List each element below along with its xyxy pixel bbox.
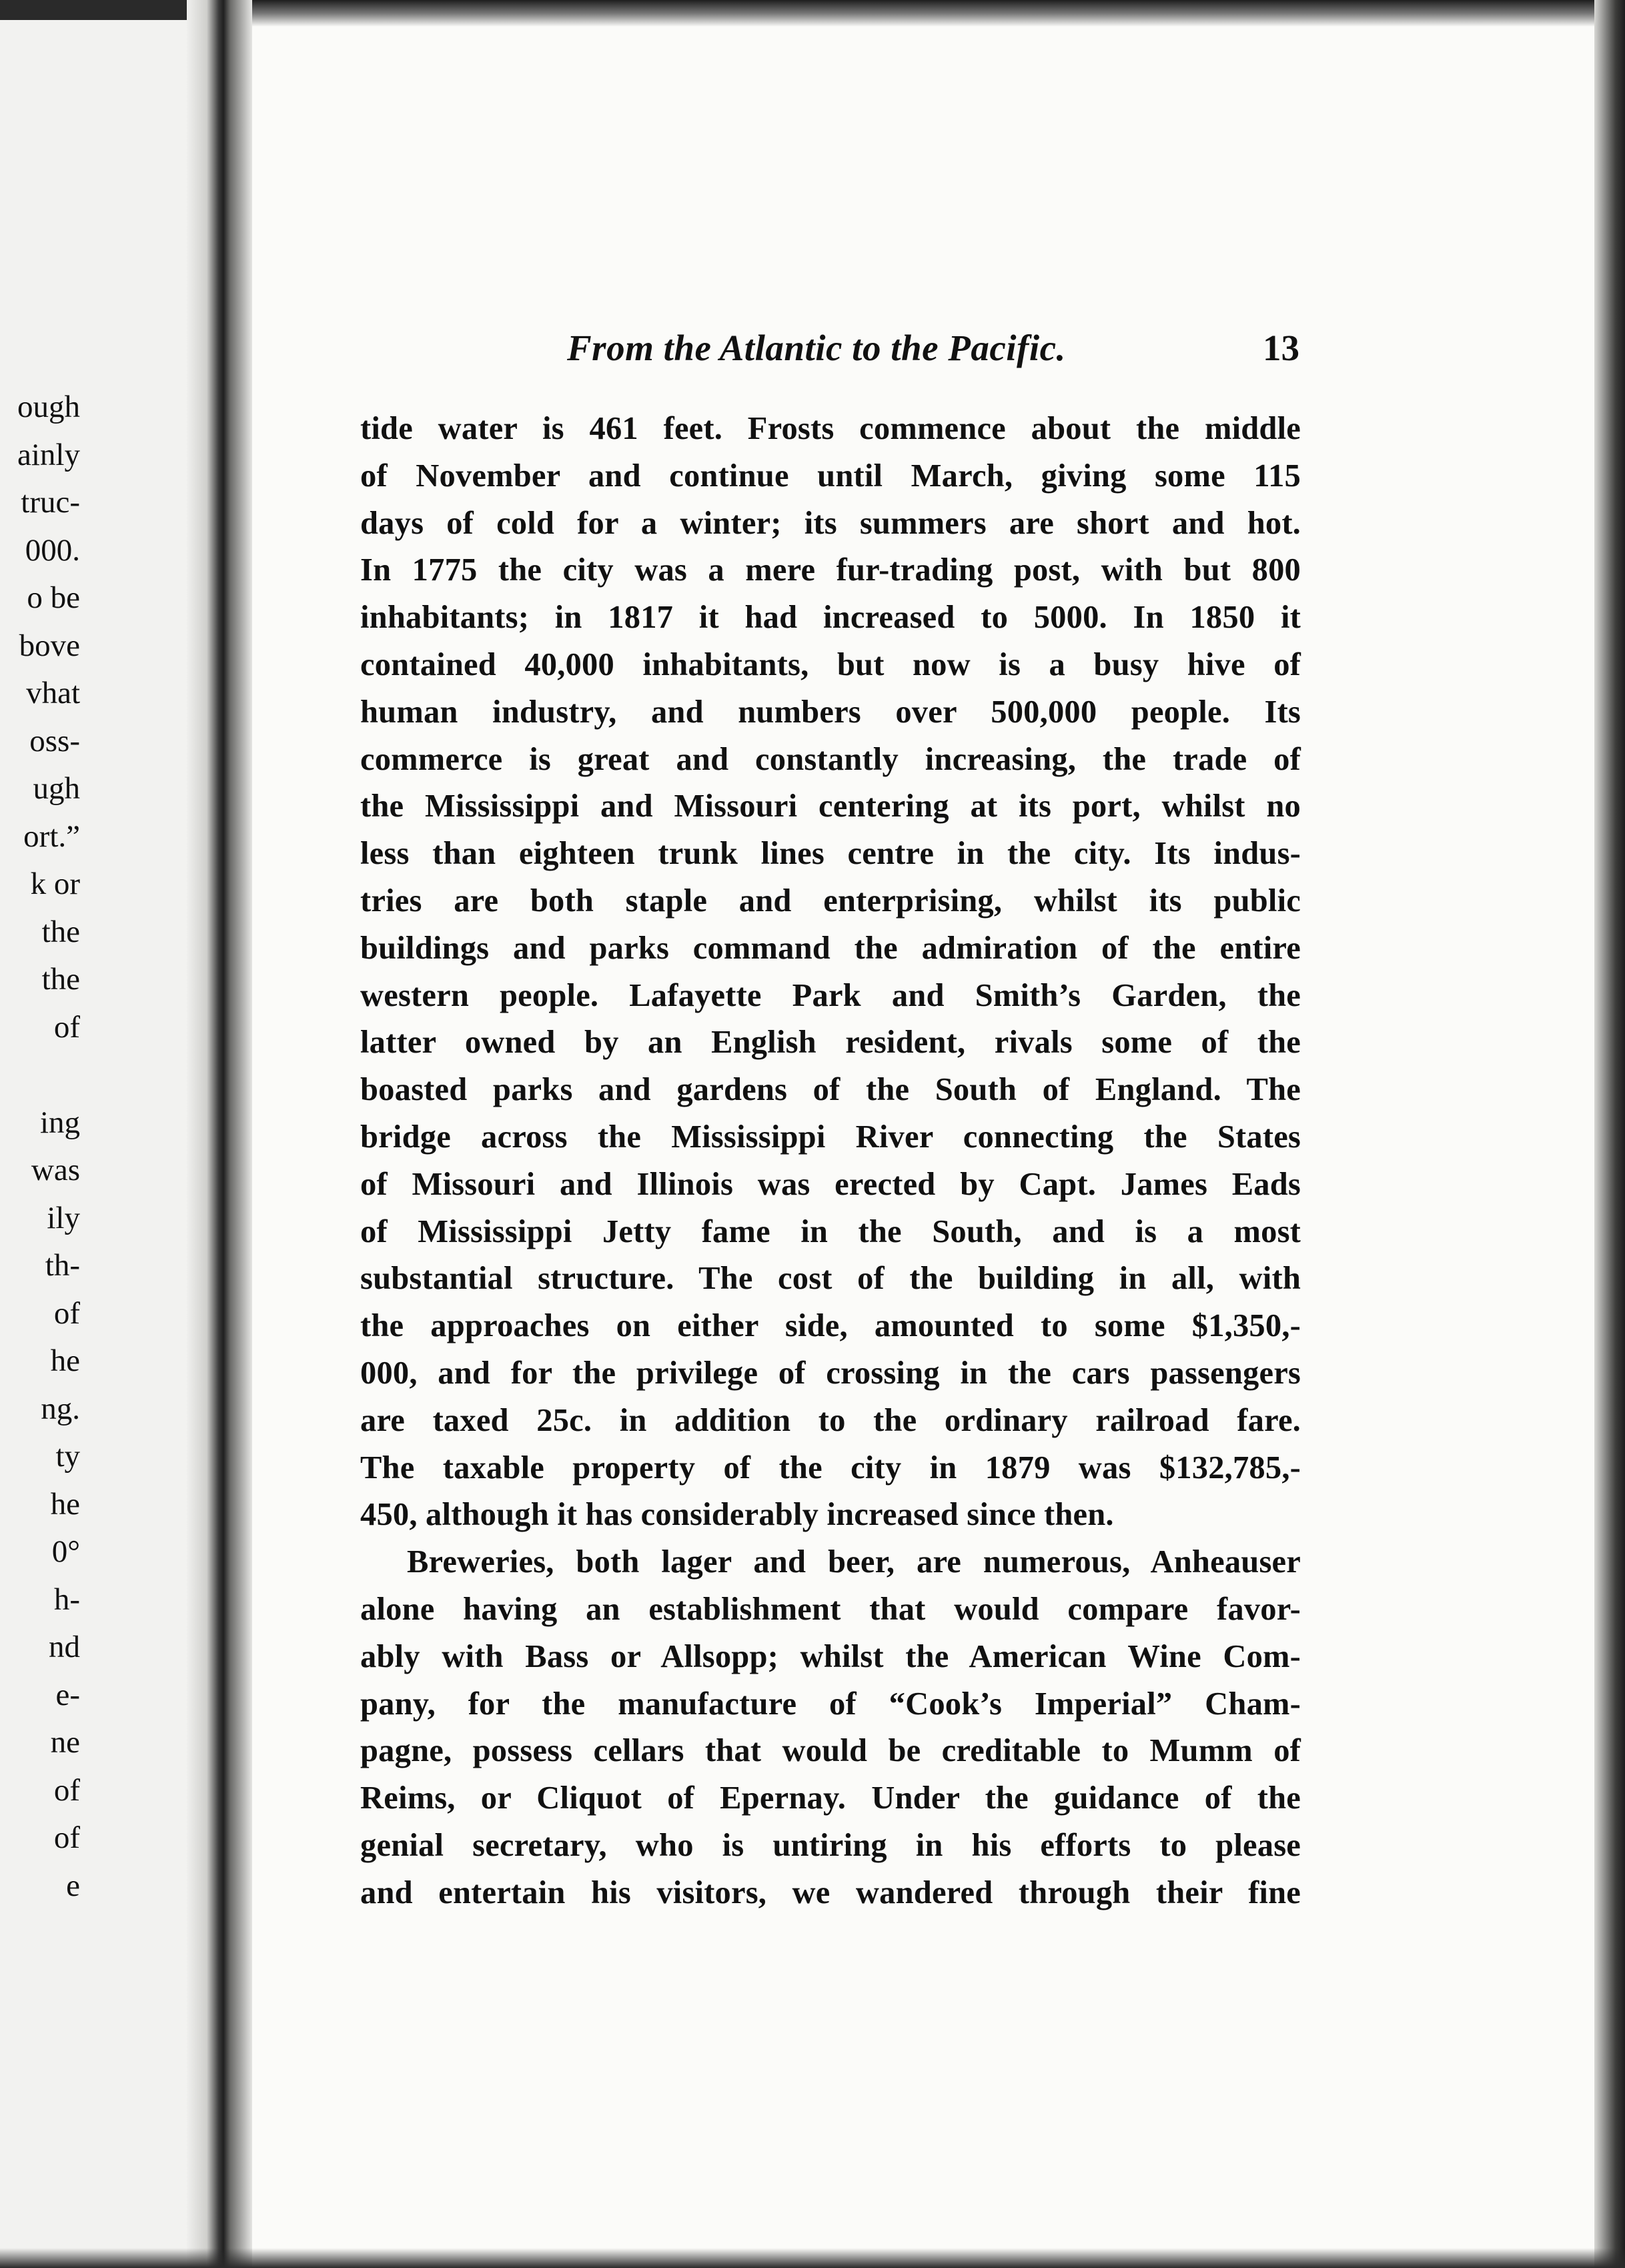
text-line: bridge across the Mississippi River connecting the States xyxy=(360,1119,1301,1155)
left-page-line: 000. xyxy=(25,532,80,568)
left-page-line: ort.” xyxy=(23,818,80,854)
left-page-line: ng. xyxy=(41,1391,80,1426)
running-head xyxy=(567,327,1299,380)
paragraph-1 xyxy=(360,406,1301,1539)
left-page-line: ing xyxy=(39,1105,80,1140)
text-line: Reims, or Cliquot of Epernay. Under the guidance of the xyxy=(360,1780,1301,1816)
left-page-line: o be xyxy=(27,580,80,615)
text-line: 000, and for the privilege of crossing in the cars passengers xyxy=(360,1355,1301,1391)
page-edge xyxy=(1594,0,1625,2268)
text-line: inhabitants; in 1817 it had increased to 5000. In 1850 it xyxy=(360,600,1301,636)
text-line: days of cold for a winter; its summers are short and hot. xyxy=(360,505,1301,541)
text-line: less than eighteen trunk lines centre in the city. Its indus- xyxy=(360,836,1301,872)
left-page-line: e xyxy=(66,1868,80,1903)
top-edge-shadow xyxy=(252,0,1625,27)
text-line: genial secretary, who is untiring in his efforts to please xyxy=(360,1827,1301,1863)
text-line: the approaches on either side, amounted to some $1,350,- xyxy=(360,1308,1301,1344)
left-page-line: he xyxy=(50,1343,80,1378)
text-line: ably with Bass or Allsopp; whilst the American Wine Com- xyxy=(360,1638,1301,1674)
page-number: 13 xyxy=(1263,328,1299,368)
text-line: boasted parks and gardens of the South of England. The xyxy=(360,1072,1301,1108)
text-line: Breweries, both lager and beer, are numerous, Anheauser xyxy=(407,1544,1301,1580)
left-page-line: nd xyxy=(49,1630,80,1664)
body-text xyxy=(360,406,1301,1917)
text-line: the Mississippi and Missouri centering at its port, whilst no xyxy=(360,788,1301,824)
left-page-line: ough xyxy=(17,390,80,424)
left-page-line: e- xyxy=(55,1677,80,1712)
text-line: latter owned by an English resident, rivals some of the xyxy=(360,1025,1301,1061)
left-page-line: 0° xyxy=(51,1534,80,1569)
left-page-line: ily xyxy=(47,1200,80,1235)
text-line: western people. Lafayette Park and Smith’s Garden, the xyxy=(360,977,1301,1013)
left-page-line: ainly xyxy=(17,437,80,472)
left-page-line: k or xyxy=(30,867,80,901)
left-page-line: ugh xyxy=(33,771,80,806)
text-line: commerce is great and constantly increasing, the trade of xyxy=(360,741,1301,777)
paragraph-2 xyxy=(360,1539,1301,1916)
text-line: The taxable property of the city in 1879 was $132,785,- xyxy=(360,1450,1301,1486)
bottom-edge-shadow xyxy=(0,2248,1625,2268)
left-page-line: h- xyxy=(53,1582,80,1617)
left-page-line: th- xyxy=(45,1248,80,1283)
left-page-text xyxy=(0,384,80,1910)
text-line: human industry, and numbers over 500,000 people. Its xyxy=(360,694,1301,730)
text-line: of Mississippi Jetty fame in the South, and is a most xyxy=(360,1213,1301,1249)
text-line: of Missouri and Illinois was erected by Capt. James Eads xyxy=(360,1166,1301,1202)
left-page-line: truc- xyxy=(21,485,80,520)
left-page-line: of xyxy=(53,1820,80,1855)
text-line: pagne, possess cellars that would be creditable to Mumm of xyxy=(360,1733,1301,1769)
text-line: substantial structure. The cost of the building in all, with xyxy=(360,1261,1301,1297)
left-page-line: of xyxy=(53,1295,80,1331)
left-page-line: he xyxy=(50,1486,80,1522)
book-gutter xyxy=(187,0,253,2268)
left-page-line: bove xyxy=(19,628,80,663)
text-line: In 1775 the city was a mere fur-trading post, with but 800 xyxy=(360,552,1301,588)
left-page-line: was xyxy=(31,1153,80,1187)
text-line: 450, although it has considerably increased since then. xyxy=(360,1497,1114,1533)
left-page-line: of xyxy=(53,1772,80,1808)
text-line: buildings and parks command the admiration of the entire xyxy=(360,930,1301,966)
left-page-line: of xyxy=(53,1009,80,1045)
left-page-line: the xyxy=(41,914,80,949)
text-line: contained 40,000 inhabitants, but now is a busy hive of xyxy=(360,646,1301,682)
left-page-line: the xyxy=(41,962,80,997)
left-page-line: ne xyxy=(50,1725,80,1760)
text-line: of November and continue until March, giving some 115 xyxy=(360,458,1301,494)
text-line: tide water is 461 feet. Frosts commence about the middle xyxy=(360,411,1301,446)
running-title: From the Atlantic to the Pacific. xyxy=(567,328,1066,368)
left-page-paragraph-gap xyxy=(0,1051,80,1099)
text-line: pany, for the manufacture of “Cook’s Imperial” Cham- xyxy=(360,1686,1301,1722)
text-line: alone having an establishment that would compare favor- xyxy=(360,1591,1301,1627)
left-page-line: vhat xyxy=(26,676,80,710)
text-line: and entertain his visitors, we wandered through their fine xyxy=(360,1874,1301,1910)
text-line: are taxed 25c. in addition to the ordinary railroad fare. xyxy=(360,1402,1301,1438)
text-line: tries are both staple and enterprising, whilst its public xyxy=(360,883,1301,919)
left-page-line: ty xyxy=(55,1439,80,1474)
left-page-line: oss- xyxy=(29,723,80,758)
